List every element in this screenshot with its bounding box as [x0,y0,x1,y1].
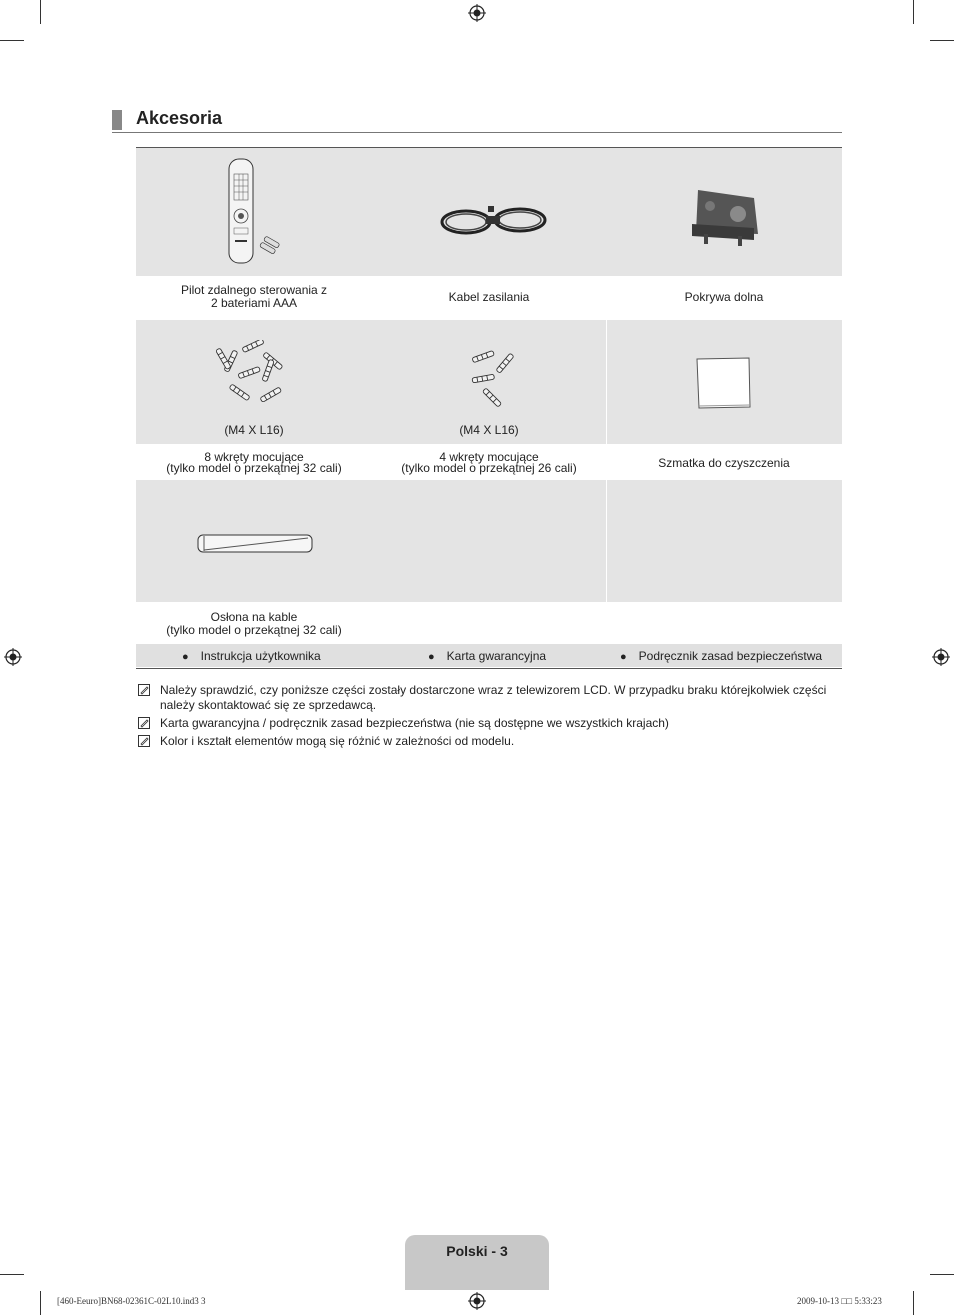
item-label-line: 2 bateriami AAA [210,296,298,310]
note-text: Karta gwarancyjna / podręcznik zasad bezpieczeństwa (nie są dostępne we wszystkich krajach) [160,716,669,730]
item-label-line: Kabel zasilania [448,290,530,304]
registration-mark-icon [468,4,486,22]
crop-mark [913,1291,914,1315]
heading-bar [112,110,122,130]
item-label-line: Pokrywa dolna [684,290,764,304]
note-item [136,683,842,713]
item-label-line: (tylko model o przekątnej 26 cali) [401,461,577,475]
screws-4-icon [466,350,520,410]
note-text: Kolor i kształt elementów mogą się różnić w zależności od modelu. [160,734,515,748]
print-file-info: [460-Eeuro]BN68-02361C-02L10.ind3 3 [57,1296,206,1306]
crop-mark [40,1291,41,1315]
remote-control-icon [224,156,290,266]
screw-size-label: (M4 X L16) [459,423,519,437]
item-bottom-cover [606,291,842,304]
registration-mark-icon [932,648,950,666]
bullet-label: Karta gwarancyjna [446,649,547,663]
cleaning-cloth-icon [694,356,754,412]
bottom-cover-icon [688,184,762,248]
image-row [136,148,842,276]
item-remote-control [136,284,372,310]
item-cleaning-cloth [606,457,842,470]
crop-mark [913,0,914,24]
item-label-line: Szmatka do czyszczenia [658,456,790,470]
note-item [136,716,842,731]
bullet-label: Instrukcja użytkownika [200,649,321,663]
screws-8-icon [212,340,296,412]
crop-mark [0,40,24,41]
bullet-item [620,649,822,663]
print-datetime: 2009-10-13 □□ 5:33:23 [797,1296,882,1306]
note-text: Należy sprawdzić, czy poniższe części zostały dostarczone wraz z telewizorem LCD. W przypadku braku którejkolwiek części należy skontaktować się ze sprzedawcą. [160,683,827,712]
cable-cover-icon [196,532,316,556]
registration-mark-icon [468,1292,486,1310]
cell-divider [606,320,607,444]
bullet-dot-icon: ● [620,651,627,663]
bullet-item [428,649,546,663]
registration-mark-icon [4,648,22,666]
crop-mark [930,40,954,41]
bullet-dot-icon: ● [428,651,435,663]
page-number-tab [405,1235,549,1290]
section-heading [112,108,842,133]
item-label-line: Osłona na kable [210,610,298,624]
item-label-line: Pilot zdalnego sterowania z [180,283,328,297]
image-row [136,320,842,444]
bullet-dot-icon: ● [182,651,189,663]
note-icon [138,717,150,729]
item-cable-cover [136,611,372,637]
bullet-label: Podręcznik zasad bezpieczeństwa [638,649,823,663]
item-label-line: 8 wkręty mocujące [204,450,304,464]
cell-divider [606,480,607,602]
item-screws-8 [136,451,372,475]
crop-mark [930,1274,954,1275]
included-documents-row [136,644,842,667]
screw-size-label: (M4 X L16) [224,423,284,437]
page-label: Polski - 3 [446,1243,508,1259]
notes-list [136,683,842,752]
item-label-line: (tylko model o przekątnej 32 cali) [166,623,342,637]
item-screws-4 [372,451,606,475]
note-icon [138,735,150,747]
item-label-line: (tylko model o przekątnej 32 cali) [166,461,342,475]
item-label-line: 4 wkręty mocujące [439,450,539,464]
image-row [136,480,842,602]
section-title: Akcesoria [136,108,223,128]
power-cable-icon [436,200,552,240]
note-item [136,734,842,749]
crop-mark [40,0,41,24]
accessories-table [136,147,842,669]
note-icon [138,684,150,696]
bullet-item [182,649,321,663]
crop-mark [0,1274,24,1275]
item-power-cable [372,291,606,304]
